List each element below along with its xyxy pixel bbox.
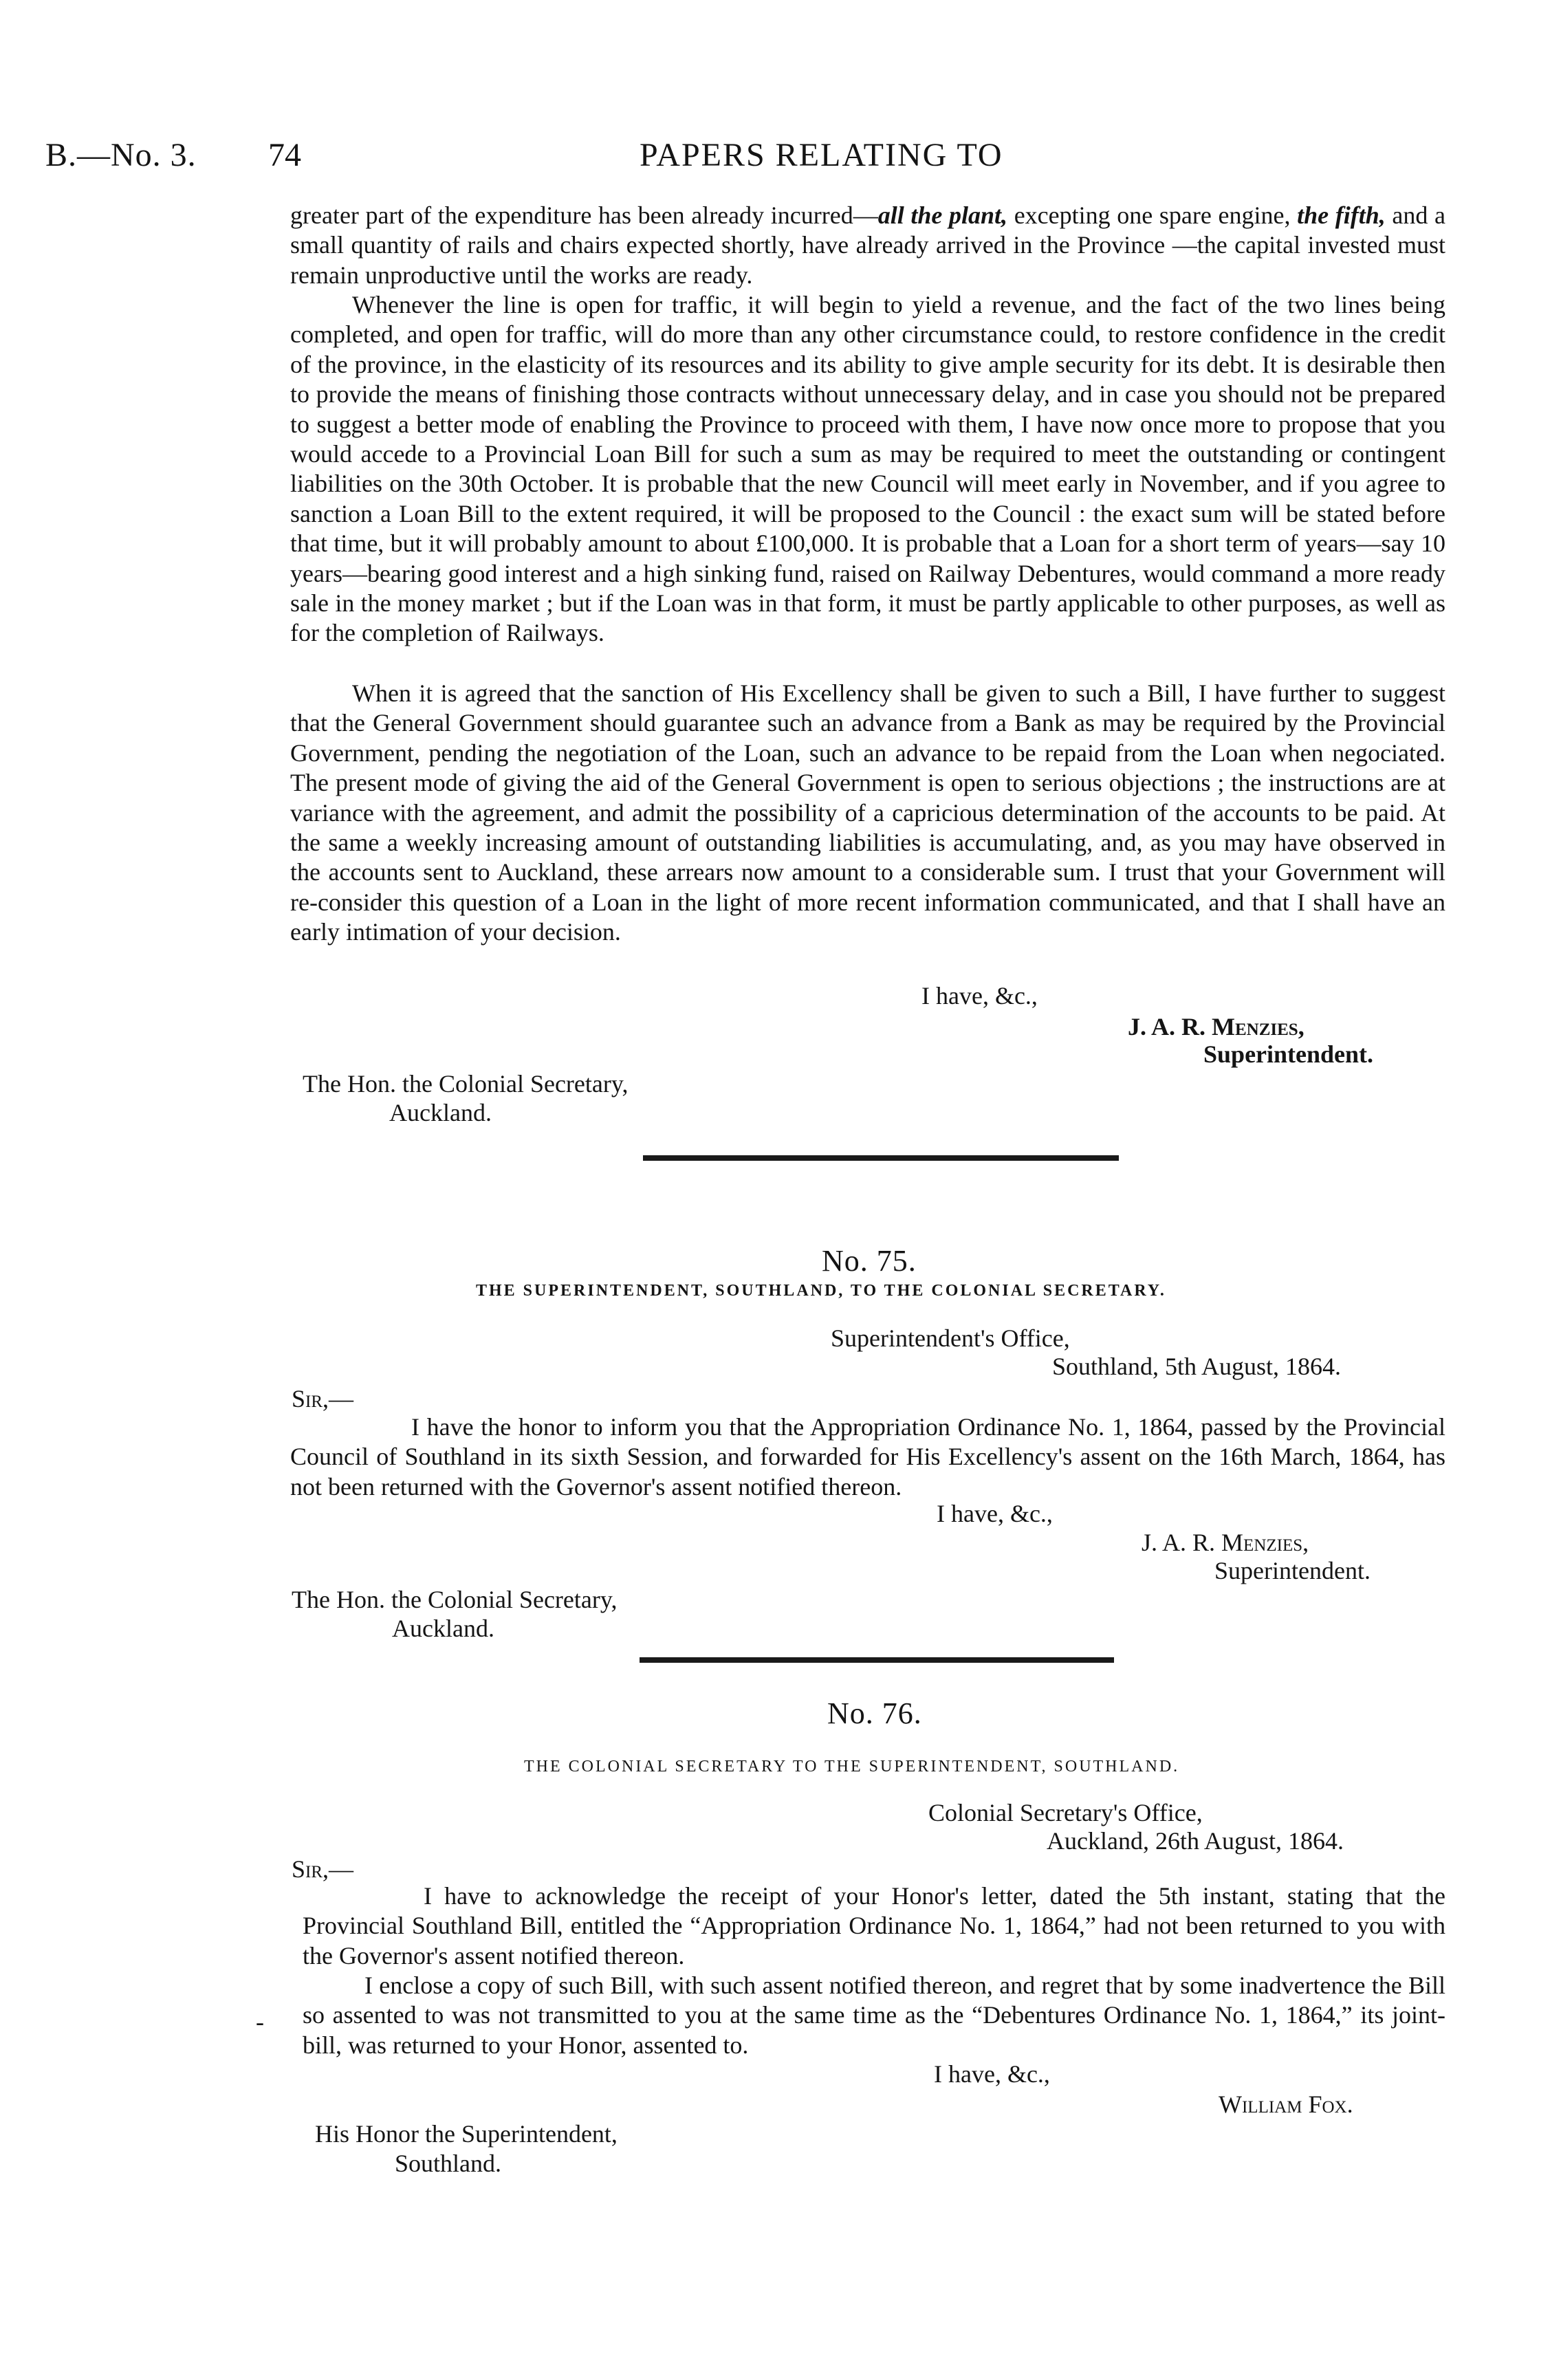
letter-74-addressee: The Hon. the Colonial Secretary, — [303, 1070, 629, 1098]
margin-mark: - — [256, 2008, 264, 2035]
letter-74-addressee-place: Auckland. — [389, 1099, 492, 1126]
running-head: PAPERS RELATING TO — [640, 137, 1003, 173]
letter-76-addressee: His Honor the Superintendent, — [315, 2120, 618, 2148]
letter-74-paragraph-1: greater part of the expenditure has been already incurred—all the plant, excepting one spare engine, the fifth, and a small quantity of rails and chairs expected shortly, have already arrived in the Province —the capital invested must remain unproductive until the works are ready. — [290, 201, 1445, 289]
letter-74-paragraph-2: Whenever the line is open for traffic, it will begin to yield a revenue, and the fact of the two lines being completed, and open for traffic, will do more than any other circumstance could, to restore confidence in the credit of the province, in the elasticity of its resources and its ability to give ample security for its debt. It is desirable then to provide the means of finishing those contracts without unnecessary delay, and in case you should not be prepared to suggest a better mode of enabling the Province to proceed with them, I have now once more to propose that you would accede to a Provincial Loan Bill for such a sum as may be required to meet the outstanding or contingent liabilities on the 30th October. It is probable that the new Council will meet early in November, and if you agree to sanction a Loan Bill to the extent required, it will be proposed to the Council : the exact sum will be stated before that time, but it will probably amount to about £100,000. It is probable that a Loan for a short term of years—say 10 years—bearing good interest and a high sinking fund, raised on Railway Debentures, would command a more ready sale in the money market ; but if the Loan was in that form, it must be partly applicable to other purposes, as well as for the completion of Railways. — [290, 291, 1445, 647]
section-divider-rule — [643, 1155, 1119, 1161]
letter-74-closing: I have, &c., — [921, 982, 1038, 1009]
letter-75-body: I have the honor to inform you that the Appropriation Ordinance No. 1, 1864, passed by the Provincial Council of Southland in its sixth Session, and forwarded for His Excellency's assent on the 16th March, 1864, has not been returned with the Governor's assent notified thereon. — [290, 1413, 1445, 1500]
letter-74-signature: J. A. R. Menzies, — [1128, 1013, 1305, 1040]
letter-74-signature-title: Superintendent. — [1203, 1040, 1374, 1068]
letter-76-place-date: Auckland, 26th August, 1864. — [1047, 1827, 1344, 1855]
letter-75-addressee: The Hon. the Colonial Secretary, — [292, 1586, 618, 1613]
letter-76-office: Colonial Secretary's Office, — [928, 1799, 1203, 1826]
letter-76-closing: I have, &c., — [934, 2060, 1050, 2088]
letter-74-paragraph-3: When it is agreed that the sanction of His Excellency shall be given to such a Bill, I have further to suggest that the General Government should guarantee such an advance from a Bank as may be required by the Provincial Government, pending the negotiation of the Loan, such an advance to be repaid from the Loan when negociated. The present mode of giving the aid of the General Government is open to serious objections ; the instructions are at variance with the agreement, and admit the possibility of a capricious determination of the accounts to be paid. At the same a weekly increasing amount of outstanding liabilities is accumulating, and, as you may have observed in the accounts sent to Auckland, these arrears now amount to a considerable sum. I trust that your Government will re-consider this question of a Loan in the light of more recent information communicated, and that I shall have an early intimation of your decision. — [290, 679, 1445, 946]
section-divider-rule — [640, 1657, 1114, 1663]
letter-76-signature: William Fox. — [1219, 2090, 1353, 2118]
header-reference: B.—No. 3. — [45, 137, 197, 173]
letter-76-paragraph-2: I enclose a copy of such Bill, with such assent notified thereon, and regret that by some inadvertence the Bill so assented to was not transmitted to you at the same time as the “Debentures Ordinance No. 1, 1864,” its joint-bill, was returned to your Honor, assented to. — [303, 1972, 1445, 2059]
letter-75-office: Superintendent's Office, — [831, 1324, 1070, 1352]
letter-75-place-date: Southland, 5th August, 1864. — [1052, 1353, 1342, 1380]
letter-75-addressee-place: Auckland. — [392, 1615, 494, 1642]
letter-75-signature: J. A. R. Menzies, — [1142, 1529, 1309, 1556]
letter-76-addressee-place: Southland. — [395, 2150, 502, 2177]
page-number: 74 — [268, 137, 301, 173]
letter-75-number: No. 75. — [822, 1244, 917, 1278]
letter-75-closing: I have, &c., — [937, 1500, 1053, 1527]
letter-75-heading: THE SUPERINTENDENT, SOUTHLAND, TO THE COLONIAL SECRETARY. — [476, 1282, 1166, 1300]
letter-76-heading: THE COLONIAL SECRETARY TO THE SUPERINTENDENT, SOUTHLAND. — [524, 1758, 1180, 1776]
letter-76-number: No. 76. — [827, 1696, 922, 1730]
letter-75-signature-title: Superintendent. — [1214, 1557, 1371, 1584]
letter-76-salutation: Sir,— — [292, 1855, 354, 1883]
letter-75-salutation: Sir,— — [292, 1385, 354, 1412]
letter-76-paragraph-1: I have to acknowledge the receipt of your Honor's letter, dated the 5th instant, stating that the Provincial Southland Bill, entitled the “Appropriation Ordinance No. 1, 1864,” had not been returned to you with the Governor's assent notified thereon. — [303, 1882, 1445, 1969]
